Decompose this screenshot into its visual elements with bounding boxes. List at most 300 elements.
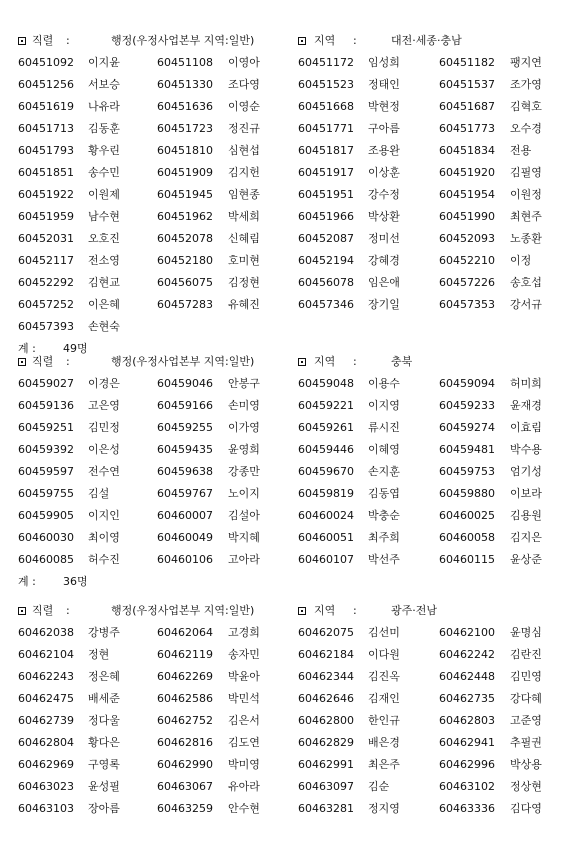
candidate-name: 정상현 [510,780,542,793]
candidate-id: 60463336 [439,802,495,815]
table-row [0,622,580,644]
total-label: 계 : [18,575,36,588]
region-value: 광주·전남 [391,604,438,617]
candidate-name: 윤재경 [510,399,542,412]
candidate-name: 전수연 [88,465,120,478]
candidate-name: 이가영 [228,421,260,434]
candidate-name: 정태인 [368,78,400,91]
candidate-name: 송자민 [228,648,260,661]
candidate-name: 강수정 [368,188,400,201]
candidate-name: 조다영 [228,78,260,91]
candidate-name: 박지혜 [228,531,260,544]
candidate-name: 김은서 [228,714,260,727]
candidate-name: 허수진 [88,553,120,566]
candidate-id: 60457226 [439,276,495,289]
candidate-name: 김란진 [510,648,542,661]
region-section [0,351,580,593]
candidate-name: 김용원 [510,509,542,522]
candidate-name: 팽지연 [510,56,542,69]
candidate-id: 60451851 [18,166,74,179]
candidate-id: 60451951 [298,188,354,201]
candidate-id: 60463023 [18,780,74,793]
table-row [0,228,580,250]
candidate-id: 60462969 [18,758,74,771]
candidate-name: 구아름 [368,122,400,135]
candidate-id: 60462475 [18,692,74,705]
table-row [0,688,580,710]
candidate-name: 김민영 [510,670,542,683]
job-label: 직렬 [32,604,54,617]
candidate-id: 60451922 [18,188,74,201]
job-label: 직렬 [32,355,54,368]
candidate-id: 60451636 [157,100,213,113]
candidate-name: 김지은 [510,531,542,544]
candidate-name: 임은애 [368,276,400,289]
job-colon: : [66,355,70,368]
candidate-id: 60451959 [18,210,74,223]
candidate-id: 60460049 [157,531,213,544]
candidate-name: 이은성 [88,443,120,456]
candidate-name: 전소영 [88,254,120,267]
candidate-name: 오수경 [510,122,542,135]
candidate-name: 이지윤 [88,56,120,69]
candidate-id: 60459233 [439,399,495,412]
candidate-id: 60460058 [439,531,495,544]
candidate-name: 정현 [88,648,110,661]
candidate-id: 60460024 [298,509,354,522]
candidate-id: 60462941 [439,736,495,749]
candidate-id: 60459446 [298,443,354,456]
square-bullet-icon [18,607,26,615]
table-row [0,710,580,732]
candidate-name: 고경희 [228,626,260,639]
candidate-name: 호미현 [228,254,260,267]
candidate-id: 60451713 [18,122,74,135]
candidate-id: 60451256 [18,78,74,91]
candidate-name: 김재인 [368,692,400,705]
candidate-name: 박상용 [510,758,542,771]
candidate-id: 60459251 [18,421,74,434]
candidate-name: 강병주 [88,626,120,639]
job-value: 행정(우정사업본부 지역:일반) [111,604,255,617]
table-row [0,798,580,820]
candidate-name: 유혜진 [228,298,260,311]
table-row [0,184,580,206]
candidate-id: 60459166 [157,399,213,412]
region-section [0,30,580,360]
candidate-name: 손지훈 [368,465,400,478]
candidate-id: 60451962 [157,210,213,223]
candidate-id: 60463067 [157,780,213,793]
candidate-name: 박윤아 [228,670,260,683]
candidate-id: 60462448 [439,670,495,683]
candidate-id: 60460007 [157,509,213,522]
candidate-name: 손미영 [228,399,260,412]
candidate-name: 김진옥 [368,670,400,683]
region-label: 지역 [314,34,336,47]
candidate-id: 60452292 [18,276,74,289]
candidate-name: 이원정 [510,188,542,201]
candidate-name: 장기일 [368,298,400,311]
section-header [0,600,580,622]
candidate-id: 60462804 [18,736,74,749]
table-row [0,505,580,527]
candidate-name: 김지헌 [228,166,260,179]
section-header [0,30,580,52]
candidate-id: 60462100 [439,626,495,639]
candidate-id: 60451330 [157,78,213,91]
square-bullet-icon [298,358,306,366]
candidate-name: 강서규 [510,298,542,311]
table-row [0,549,580,571]
candidate-name: 임현종 [228,188,260,201]
candidate-id: 60459274 [439,421,495,434]
region-label: 지역 [314,604,336,617]
candidate-name: 박충순 [368,509,400,522]
candidate-name: 이다원 [368,648,400,661]
job-value: 행정(우정사업본부 지역:일반) [111,355,255,368]
candidate-name: 강종만 [228,465,260,478]
square-bullet-icon [298,607,306,615]
candidate-id: 60459767 [157,487,213,500]
candidate-id: 60457393 [18,320,74,333]
candidate-name: 박미영 [228,758,260,771]
candidate-name: 윤영희 [228,443,260,456]
candidate-name: 김혁호 [510,100,542,113]
candidate-id: 60451537 [439,78,495,91]
region-value: 대전·세종·충남 [391,34,462,47]
table-row [0,527,580,549]
candidate-name: 김정현 [228,276,260,289]
candidate-id: 60462803 [439,714,495,727]
candidate-id: 60459046 [157,377,213,390]
candidate-name: 김현교 [88,276,120,289]
candidate-id: 60463281 [298,802,354,815]
table-row [0,206,580,228]
table-row [0,316,580,338]
candidate-id: 60451990 [439,210,495,223]
job-value: 행정(우정사업본부 지역:일반) [111,34,255,47]
candidate-id: 60462646 [298,692,354,705]
candidate-id: 60457353 [439,298,495,311]
candidate-name: 김민정 [88,421,120,434]
region-section [0,600,580,820]
candidate-id: 60462991 [298,758,354,771]
candidate-id: 60460115 [439,553,495,566]
candidate-name: 박수용 [510,443,542,456]
candidate-id: 60452087 [298,232,354,245]
table-row [0,483,580,505]
table-row [0,272,580,294]
candidate-name: 이용수 [368,377,400,390]
candidate-name: 정미선 [368,232,400,245]
candidate-name: 정지영 [368,802,400,815]
candidate-name: 김순 [368,780,390,793]
table-row [0,732,580,754]
candidate-id: 60459638 [157,465,213,478]
candidate-name: 최현주 [510,210,542,223]
candidate-id: 60451834 [439,144,495,157]
candidate-id: 60451687 [439,100,495,113]
candidate-name: 최이영 [88,531,120,544]
candidate-id: 60459905 [18,509,74,522]
table-row [0,373,580,395]
candidate-name: 강혜경 [368,254,400,267]
candidate-name: 이영순 [228,100,260,113]
table-row [0,140,580,162]
candidate-name: 윤성필 [88,780,120,793]
candidate-id: 60459435 [157,443,213,456]
candidate-id: 60463259 [157,802,213,815]
region-value: 충북 [391,355,413,368]
candidate-id: 60462586 [157,692,213,705]
candidate-name: 조가영 [510,78,542,91]
job-label: 직렬 [32,34,54,47]
candidate-id: 60456078 [298,276,354,289]
candidate-name: 노종환 [510,232,542,245]
candidate-name: 심현섭 [228,144,260,157]
candidate-id: 60457283 [157,298,213,311]
candidate-id: 60460051 [298,531,354,544]
candidate-name: 유아라 [228,780,260,793]
candidate-name: 이경은 [88,377,120,390]
candidate-name: 강다혜 [510,692,542,705]
candidate-name: 박선주 [368,553,400,566]
candidate-id: 60460106 [157,553,213,566]
candidate-name: 서보승 [88,78,120,91]
square-bullet-icon [18,358,26,366]
candidate-id: 60451523 [298,78,354,91]
candidate-id: 60452180 [157,254,213,267]
candidate-name: 황우린 [88,144,120,157]
candidate-id: 60452194 [298,254,354,267]
candidate-name: 윤상준 [510,553,542,566]
candidate-id: 60457252 [18,298,74,311]
candidate-id: 60462800 [298,714,354,727]
candidate-name: 배은경 [368,736,400,749]
table-row [0,294,580,316]
candidate-name: 박세희 [228,210,260,223]
candidate-name: 조용완 [368,144,400,157]
candidate-id: 60459392 [18,443,74,456]
candidate-id: 60451793 [18,144,74,157]
candidate-name: 한인규 [368,714,400,727]
candidate-id: 60462739 [18,714,74,727]
candidate-id: 60459819 [298,487,354,500]
candidate-name: 허미희 [510,377,542,390]
candidate-name: 손현숙 [88,320,120,333]
candidate-id: 60457346 [298,298,354,311]
candidate-name: 윤명심 [510,626,542,639]
candidate-id: 60459261 [298,421,354,434]
candidate-id: 60451172 [298,56,354,69]
candidate-id: 60459753 [439,465,495,478]
candidate-name: 안수현 [228,802,260,815]
table-row [0,461,580,483]
candidate-name: 장아름 [88,802,120,815]
table-row [0,74,580,96]
candidate-name: 배세준 [88,692,120,705]
candidate-id: 60462184 [298,648,354,661]
candidate-id: 60456075 [157,276,213,289]
table-row [0,118,580,140]
region-colon: : [353,355,357,368]
candidate-id: 60451945 [157,188,213,201]
candidate-id: 60462344 [298,670,354,683]
candidate-name: 이효림 [510,421,542,434]
candidate-name: 황다은 [88,736,120,749]
candidate-name: 이은혜 [88,298,120,311]
candidate-name: 박민석 [228,692,260,705]
table-row [0,162,580,184]
candidate-id: 60462816 [157,736,213,749]
candidate-id: 60452078 [157,232,213,245]
candidate-name: 김동엽 [368,487,400,500]
candidate-id: 60459094 [439,377,495,390]
table-row [0,439,580,461]
table-row [0,417,580,439]
candidate-name: 김도연 [228,736,260,749]
candidate-id: 60460085 [18,553,74,566]
candidate-name: 김다영 [510,802,542,815]
candidate-name: 김설아 [228,509,260,522]
candidate-id: 60462752 [157,714,213,727]
candidate-id: 60460030 [18,531,74,544]
total-value: 49명 [63,342,88,355]
table-row [0,250,580,272]
candidate-name: 김설 [88,487,110,500]
candidate-name: 고은영 [88,399,120,412]
candidate-id: 60452117 [18,254,74,267]
candidate-id: 60459221 [298,399,354,412]
total-value: 36명 [63,575,88,588]
candidate-name: 이지인 [88,509,120,522]
candidate-name: 신혜림 [228,232,260,245]
candidate-name: 정은혜 [88,670,120,683]
candidate-name: 박현정 [368,100,400,113]
candidate-name: 이보라 [510,487,542,500]
table-row [0,395,580,417]
candidate-id: 60451817 [298,144,354,157]
candidate-id: 60462104 [18,648,74,661]
candidate-id: 60452210 [439,254,495,267]
candidate-id: 60463102 [439,780,495,793]
candidate-name: 김선미 [368,626,400,639]
table-row [0,666,580,688]
candidate-name: 이정 [510,254,532,267]
table-row [0,754,580,776]
candidate-id: 60459755 [18,487,74,500]
candidate-name: 박상환 [368,210,400,223]
candidate-name: 안봉구 [228,377,260,390]
region-label: 지역 [314,355,336,368]
square-bullet-icon [18,37,26,45]
table-row [0,776,580,798]
candidate-id: 60451619 [18,100,74,113]
candidate-id: 60462064 [157,626,213,639]
candidate-id: 60459027 [18,377,74,390]
region-colon: : [353,34,357,47]
candidate-name: 송호섭 [510,276,542,289]
candidate-id: 60462735 [439,692,495,705]
candidate-id: 60452093 [439,232,495,245]
candidate-id: 60459048 [298,377,354,390]
candidate-name: 최주희 [368,531,400,544]
candidate-name: 나유라 [88,100,120,113]
candidate-id: 60459880 [439,487,495,500]
candidate-id: 60462119 [157,648,213,661]
candidate-id: 60451954 [439,188,495,201]
candidate-id: 60451810 [157,144,213,157]
candidate-name: 오호진 [88,232,120,245]
candidate-id: 60462075 [298,626,354,639]
candidate-name: 류시진 [368,421,400,434]
candidate-id: 60451920 [439,166,495,179]
candidate-name: 김동훈 [88,122,120,135]
candidate-name: 김필영 [510,166,542,179]
candidate-name: 추필권 [510,736,542,749]
candidate-name: 이영아 [228,56,260,69]
candidate-id: 60462038 [18,626,74,639]
candidate-name: 최은주 [368,758,400,771]
candidate-id: 60451917 [298,166,354,179]
candidate-name: 고아라 [228,553,260,566]
region-colon: : [353,604,357,617]
candidate-name: 전용 [510,144,532,157]
candidate-id: 60459481 [439,443,495,456]
candidate-id: 60451092 [18,56,74,69]
section-header [0,351,580,373]
candidate-name: 이상훈 [368,166,400,179]
job-colon: : [66,34,70,47]
candidate-id: 60451668 [298,100,354,113]
candidate-id: 60462990 [157,758,213,771]
candidate-id: 60463103 [18,802,74,815]
candidate-name: 엄기성 [510,465,542,478]
candidate-id: 60462243 [18,670,74,683]
square-bullet-icon [298,37,306,45]
candidate-id: 60452031 [18,232,74,245]
candidate-id: 60459670 [298,465,354,478]
candidate-id: 60451182 [439,56,495,69]
candidate-name: 이원제 [88,188,120,201]
candidate-name: 정진규 [228,122,260,135]
candidate-id: 60451108 [157,56,213,69]
candidate-name: 남수현 [88,210,120,223]
candidate-id: 60451771 [298,122,354,135]
table-row [0,96,580,118]
table-row [0,644,580,666]
candidate-id: 60463097 [298,780,354,793]
candidate-name: 정다울 [88,714,120,727]
candidate-name: 임성희 [368,56,400,69]
candidate-name: 이지영 [368,399,400,412]
candidate-name: 이혜영 [368,443,400,456]
candidate-id: 60451966 [298,210,354,223]
candidate-id: 60460025 [439,509,495,522]
candidate-id: 60462829 [298,736,354,749]
candidate-name: 송수민 [88,166,120,179]
total-label: 계 : [18,342,36,355]
candidate-name: 노이지 [228,487,260,500]
candidate-id: 60451723 [157,122,213,135]
candidate-id: 60462242 [439,648,495,661]
table-row [0,52,580,74]
job-colon: : [66,604,70,617]
candidate-name: 고준영 [510,714,542,727]
candidate-id: 60451909 [157,166,213,179]
candidate-id: 60459597 [18,465,74,478]
